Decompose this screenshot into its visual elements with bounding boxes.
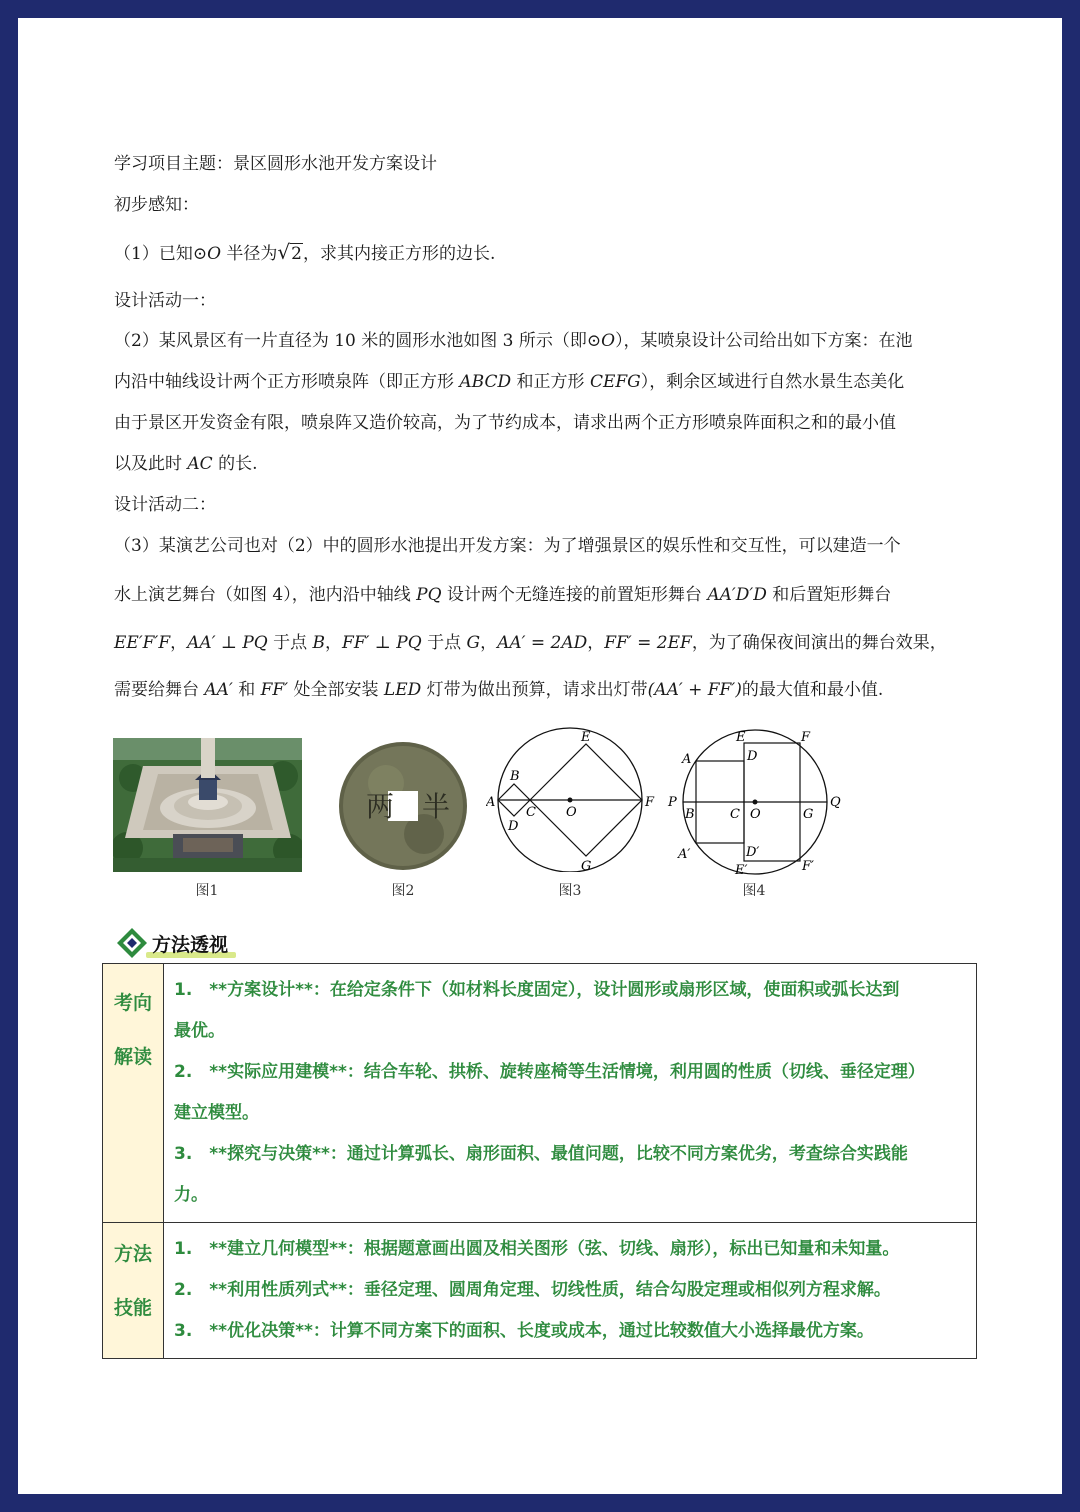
- q2-l4b: AC: [187, 454, 213, 474]
- list-item: 建立模型。: [174, 1103, 259, 1123]
- fig4-label-d: D: [747, 749, 758, 764]
- list-item: 3. **优化决策**：计算不同方案下的面积、长度或成本，通过比较数值大小选择最优方案。: [174, 1321, 874, 1341]
- q1-text-d: ，求其内接正方形的边长.: [302, 244, 496, 264]
- row-label-exam-focus: [103, 964, 164, 1223]
- q3-l4a: 需要给舞台: [114, 680, 205, 700]
- q2-l2b: ABCD: [459, 372, 512, 392]
- fig4-label-g: G: [803, 807, 814, 822]
- list-item: 最优。: [174, 1021, 225, 1041]
- q3-l4g: 灯带为做出预算，请求出灯带: [421, 680, 648, 700]
- row-label-line: 技能: [113, 1297, 152, 1319]
- figure-1-caption: 图1: [195, 883, 219, 899]
- q2-l4c: 的长.: [212, 454, 258, 474]
- q3-l2d: AA′D′D: [707, 585, 767, 605]
- q3-l4i: 的最大值和最小值.: [741, 680, 884, 700]
- fig3-label-e: E: [581, 730, 591, 745]
- q2-l1a: （2）某风景区有一片直径为 10 米的圆形水池如图 3 所示（即⊙: [114, 331, 602, 351]
- q3-l3a: EE′F′F: [114, 633, 171, 653]
- q2-line3: 由于景区开发资金有限，喷泉阵又造价较高，为了节约成本，请求出两个正方形喷泉阵面积之和的最小值: [114, 413, 896, 433]
- q3-l3m: FF′ = 2EF: [604, 633, 692, 653]
- q3-l2e: 和后置矩形舞台: [766, 585, 892, 605]
- list-item: 2. **实际应用建模**：结合车轮、拱桥、旋转座椅等生活情境，利用圆的性质（切线、垂径定理）: [174, 1062, 925, 1082]
- fig3-center-dot: [568, 798, 573, 803]
- fig4-label-p: P: [668, 795, 677, 810]
- row-label-line: 方法: [113, 1243, 152, 1265]
- list-item: 1. **建立几何模型**：根据题意画出圆及相关图形（弦、切线、扇形），标出已知量和未知量。: [174, 1239, 900, 1259]
- q2-l1c: ），某喷泉设计公司给出如下方案：在池: [615, 331, 913, 351]
- row-label-line: 考向: [113, 992, 152, 1014]
- q3-l4e: 处全部安装: [288, 680, 384, 700]
- row-label-line: 解读: [113, 1046, 152, 1068]
- list-item: 力。: [174, 1185, 208, 1205]
- fig3-label-c: C: [526, 805, 536, 820]
- q3-l4c: 和: [232, 680, 261, 700]
- q3-l3n: ，为了确保夜间演出的舞台效果，: [691, 633, 947, 653]
- q1-text-c: 半径为: [221, 244, 278, 264]
- fig4-label-e: E: [736, 730, 746, 745]
- q3-l3k: AA′ = 2AD: [497, 633, 588, 653]
- q2-l2c: 和正方形: [511, 372, 590, 392]
- q2-line1: [114, 329, 913, 353]
- figure-3-diagram: [486, 724, 656, 872]
- method-section-title: 方法透视: [152, 934, 229, 956]
- figure-2-coin-photo: [336, 738, 470, 874]
- document-page: [18, 18, 1062, 1494]
- fig3-label-b: B: [510, 769, 520, 784]
- q1-text-a: （1）已知⊙: [114, 244, 208, 264]
- method-row-skills: [103, 1223, 977, 1359]
- q3-l2c: 设计两个无缝连接的前置矩形舞台: [441, 585, 708, 605]
- q3-line1: （3）某演艺公司也对（2）中的圆形水池提出开发方案：为了增强景区的娱乐性和交互性，可以建造一个: [114, 536, 901, 556]
- figure-4-caption: 图4: [742, 883, 766, 899]
- q3-l2b: PQ: [416, 585, 442, 605]
- row-content-exam-focus: [164, 964, 977, 1223]
- q3-l3j: ，: [480, 633, 498, 653]
- q3-l3h: 于点: [421, 633, 467, 653]
- fig3-label-f: F: [645, 795, 655, 810]
- list-item: 2. **利用性质列式**：垂径定理、圆周角定理、切线性质，结合勾股定理或相似列方程求解。: [174, 1280, 891, 1300]
- q3-l3b: ，: [170, 633, 188, 653]
- q3-l3g: FF′ ⊥ PQ: [342, 633, 422, 653]
- q1-circle-o: O: [207, 244, 221, 264]
- q3-l4b: AA′: [204, 680, 233, 700]
- fig3-label-d: D: [508, 819, 519, 834]
- fig4-label-q: Q: [830, 795, 841, 810]
- fig4-label-d-prime: D′: [746, 845, 760, 860]
- activity2-title: 设计活动二：: [114, 495, 216, 515]
- q3-line4: [114, 678, 883, 702]
- method-table: [102, 963, 977, 1359]
- q3-l3c: AA′ ⊥ PQ: [187, 633, 268, 653]
- part1-title: 初步感知：: [114, 195, 199, 215]
- list-item: 1. **方案设计**：在给定条件下（如材料长度固定），设计圆形或扇形区域，使面积或弧长达到: [174, 980, 900, 1000]
- q3-line2: [114, 583, 891, 607]
- q2-l2d: CEFG: [589, 372, 641, 392]
- figure-4-diagram: [664, 724, 850, 876]
- row-content-skills: [164, 1223, 977, 1359]
- q3-l4d: FF′: [260, 680, 289, 700]
- q3-l3l: ，: [587, 633, 605, 653]
- q3-l2a: 水上演艺舞台（如图 4），池内沿中轴线: [114, 585, 417, 605]
- q3-l3f: ，: [325, 633, 343, 653]
- q3-l3d: 于点: [267, 633, 313, 653]
- fig3-label-a: A: [486, 795, 496, 810]
- list-item: 3. **探究与决策**：通过计算弧长、扇形面积、最值问题，比较不同方案优劣，考查综合实践能: [174, 1144, 908, 1164]
- figure-1-aerial-photo: [113, 738, 302, 872]
- q3-l4h: (AA′ + FF′): [647, 680, 742, 700]
- q3-l3e: B: [312, 633, 326, 653]
- sqrt-symbol: √: [277, 240, 291, 264]
- q3-l4f: LED: [383, 680, 422, 700]
- row-label-skills: [103, 1223, 164, 1359]
- q2-line2: [114, 370, 904, 394]
- q3-line3: [114, 631, 947, 655]
- sqrt-radicand: 2: [291, 244, 302, 264]
- fig4-label-o: O: [750, 807, 761, 822]
- fig3-label-o: O: [566, 805, 577, 820]
- fig4-label-b: B: [685, 807, 695, 822]
- fig4-center-dot: [753, 800, 758, 805]
- fig4-label-e-prime: E′: [735, 863, 748, 876]
- activity1-title: 设计活动一：: [114, 291, 216, 311]
- q2-l2e: ），剩余区域进行自然水景生态美化: [640, 372, 905, 392]
- fig4-label-a-prime: A′: [678, 847, 691, 862]
- fig3-label-g: G: [581, 859, 592, 872]
- coin-char-right: 半: [422, 790, 451, 823]
- q2-l1b: O: [601, 331, 616, 351]
- fig4-label-f: F: [801, 730, 811, 745]
- coin-char-left: 两: [366, 790, 395, 823]
- q2-l4a: 以及此时: [114, 454, 188, 474]
- figure-3-caption: 图3: [558, 883, 582, 899]
- topic-line: 学习项目主题：景区圆形水池开发方案设计: [114, 154, 437, 174]
- fig4-label-a: A: [682, 752, 692, 767]
- q2-line4: [114, 452, 258, 476]
- method-row-exam-focus: [103, 964, 977, 1223]
- figure-2-caption: 图2: [391, 883, 415, 899]
- fig4-label-c: C: [730, 807, 740, 822]
- q3-l3i: G: [466, 633, 481, 653]
- fig4-label-f-prime: F′: [802, 859, 814, 874]
- question-1: [114, 240, 495, 266]
- q2-l2a: 内沿中轴线设计两个正方形喷泉阵（即正方形: [114, 372, 460, 392]
